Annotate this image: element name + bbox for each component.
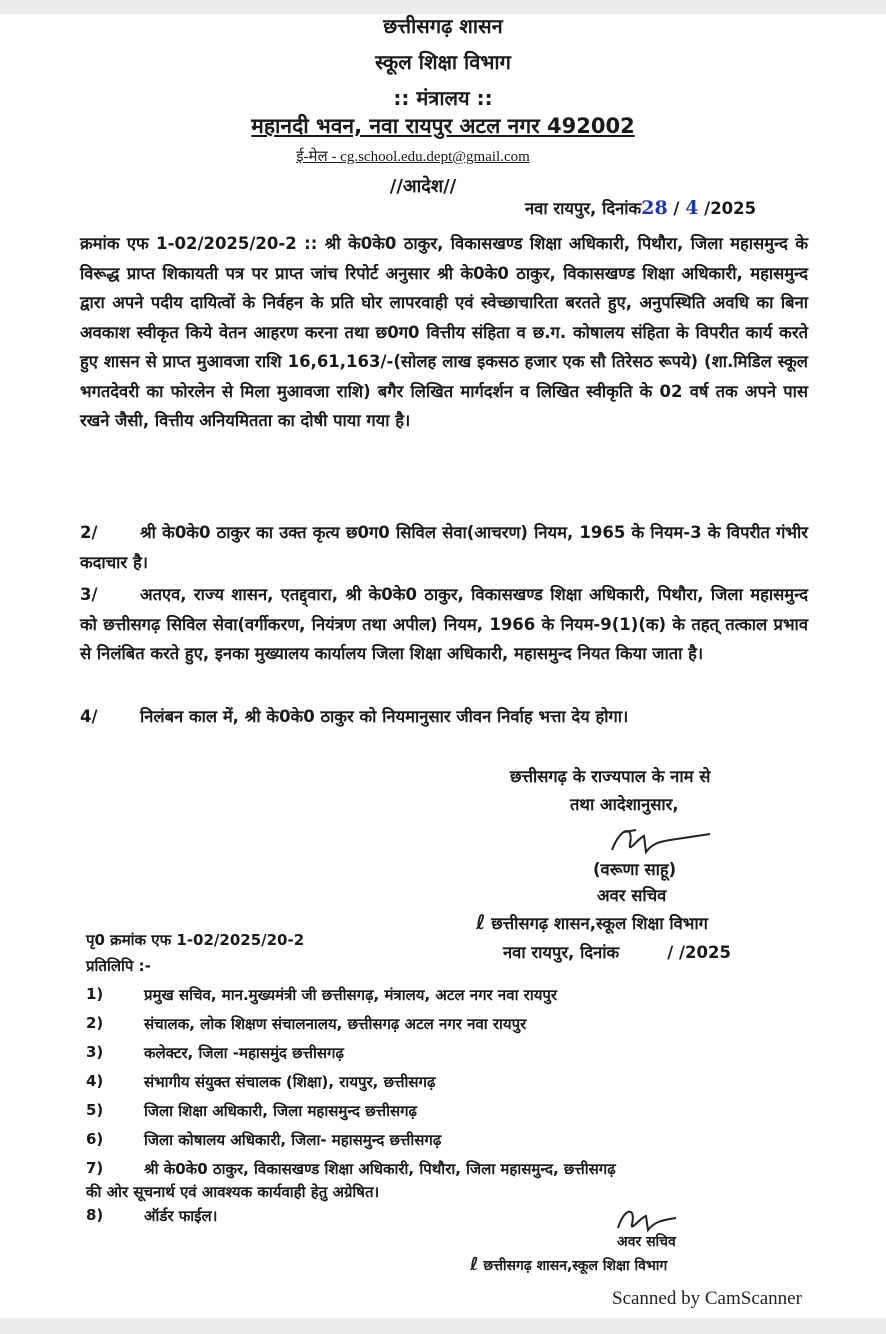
item-text: कलेक्टर, जिला -महासमुंद छत्तीसगढ़ xyxy=(144,1044,344,1062)
item-text: जिला कोषालय अधिकारी, जिला- महासमुन्द छत्तीसगढ़ xyxy=(144,1131,442,1149)
date-line: नवा रायपुर, दिनांक28 / 4 /2025 xyxy=(525,197,757,219)
signatory-office: ℓ छत्तीसगढ़ शासन,स्कूल शिक्षा विभाग xyxy=(476,910,708,934)
signatory-designation: अवर सचिव xyxy=(597,886,667,905)
handwritten-month: 4 xyxy=(685,197,699,219)
item-number: 7) xyxy=(86,1159,104,1177)
copy-item xyxy=(86,1014,806,1043)
handwritten-day: 28 xyxy=(641,197,668,219)
order-title: //आदेश// xyxy=(389,176,457,197)
paragraph-2 xyxy=(80,518,808,577)
copy-item xyxy=(86,1072,806,1101)
date-label: नवा रायपुर, दिनांक xyxy=(525,199,642,218)
para-text: निलंबन काल में, श्री के0के0 ठाकुर को नियमानुसार जीवन निर्वाह भत्ता देय होगा। xyxy=(140,707,629,726)
signatory-name: (वरूणा साहू) xyxy=(593,860,677,879)
item-text: जिला शिक्षा अधिकारी, जिला महासमुन्द छत्तीसगढ़ xyxy=(144,1102,417,1120)
handwritten-mark-icon: ℓ xyxy=(470,1254,479,1275)
item-text: प्रमुख सचिव, मान.मुख्यमंत्री जी छत्तीसगढ़, मंत्रालय, अटल नगर नवा रायपुर xyxy=(144,986,558,1004)
item-text: श्री के0के0 ठाकुर, विकासखण्ड शिक्षा अधिकारी, पिथौरा, जिला महासमुन्द, छत्तीसगढ़ xyxy=(144,1160,616,1178)
paragraph-1: क्रमांक एफ 1-02/2025/20-2 :: श्री के0के0 ठाकुर, विकासखण्ड शिक्षा अधिकारी, पिथौरा, जिला महासमुन्द के विरूद्ध प्राप्त शिकायती पत्र पर प्राप्त जांच रिपोर्ट अनुसार श्री के0के0 ठाकुर, विकासखण्ड शिक्षा अधिकारी, महासमुन्द द्वारा अपने पदीय दायित्वों के निर्वहन के प्रति घोर लापरवाही एवं स्वेच्छाचारिता बरतते हुए, अनुपस्थिति अवधि का बिना अवकाश स्वीकृत किये वेतन आहरण करना तथा छ0ग0 वित्तीय संहिता व छ.ग. कोषालय संहिता के विपरीत कार्य करते हुए शासन से प्राप्त मुआवजा राशि 16,61,163/-(सोलह लाख इकसठ हजार एक सौ तिरेसठ रूपये) (शा.मिडिल स्कूल भगतदेवरी का फोरलेन से मिला मुआवजा राशि) बगैर लिखित मार्गदर्शन व लिखित स्वीकृति के 02 वर्ष तक अपने पास रखने जैसी, वित्तीय अनियमितता का दोषी पाया गया है। xyxy=(80,234,808,430)
copy-item xyxy=(86,985,806,1014)
copy-item-7-continuation: की ओर सूचनार्थ एवं आवश्यक कार्यवाही हेतु अग्रेषित। xyxy=(86,1183,380,1201)
handwritten-mark-icon: ℓ xyxy=(476,910,486,934)
authority-line-2: तथा आदेशानुसार, xyxy=(570,795,679,814)
item-text: संभागीय संयुक्त संचालक (शिक्षा), रायपुर, छत्तीसगढ़ xyxy=(144,1073,436,1091)
department-title: स्कूल शिक्षा विभाग xyxy=(375,50,511,74)
para-number: 4/ xyxy=(80,707,98,726)
copy-label: प्रतिलिपि :- xyxy=(86,957,151,975)
item-number: 5) xyxy=(86,1101,104,1119)
item-number: 4) xyxy=(86,1072,104,1090)
item-number: 3) xyxy=(86,1043,104,1061)
signatory-office-2: ℓ छत्तीसगढ़ शासन,स्कूल शिक्षा विभाग xyxy=(470,1254,668,1275)
copy-place-date: नवा रायपुर, दिनांक / /2025 xyxy=(503,943,731,962)
item-text: संचालक, लोक शिक्षण संचालनालय, छत्तीसगढ़ अटल नगर नवा रायपुर xyxy=(144,1015,527,1033)
copy-item xyxy=(86,1101,806,1130)
item-number: 6) xyxy=(86,1130,104,1148)
para-text: अतएव, राज्य शासन, एतद्द्वारा, श्री के0के0 ठाकुर, विकासखण्ड शिक्षा अधिकारी, पिथौरा, जिला महासमुन्द को छत्तीसगढ़ सिविल सेवा(वर्गीकरण, नियंत्रण तथा अपील) नियम, 1966 के नियम-9(1)(क) के तहत् तत्काल प्रभाव से निलंबित करते हुए, इनका मुख्यालय कार्यालय जिला शिक्षा अधिकारी, महासमुन्द नियत किया जाता है। xyxy=(80,585,808,663)
copy-item xyxy=(86,1130,806,1159)
signatory-designation-2: अवर सचिव xyxy=(617,1234,676,1250)
copy-item xyxy=(86,1043,806,1072)
item-number: 2) xyxy=(86,1014,104,1032)
copy-list xyxy=(86,985,806,1188)
govt-title: छत्तीसगढ़ शासन xyxy=(383,14,503,38)
copy-item-8: 8) ऑर्डर फाईल। xyxy=(86,1206,218,1225)
date-year: /2025 xyxy=(704,199,757,218)
item-number: 1) xyxy=(86,985,104,1003)
paragraph-3 xyxy=(80,580,808,669)
email: ई-मेल - cg.school.edu.dept@gmail.com xyxy=(296,149,530,165)
address: महानदी भवन, नवा रायपुर अटल नगर 492002 xyxy=(251,114,635,138)
copy-reference: पृ0 क्रमांक एफ 1-02/2025/20-2 xyxy=(86,931,305,949)
para-number: 2/ xyxy=(80,523,98,542)
paragraph-4 xyxy=(80,702,808,732)
para-number: 3/ xyxy=(80,585,98,604)
bottom-margin xyxy=(0,1318,886,1334)
authority-line-1: छत्तीसगढ़ के राज्यपाल के नाम से xyxy=(510,767,711,786)
para-text: श्री के0के0 ठाकुर का उक्त कृत्य छ0ग0 सिविल सेवा(आचरण) नियम, 1965 के नियम-3 के विपरीत गंभीर कदाचार है। xyxy=(80,523,808,572)
camscanner-watermark: Scanned by CamScanner xyxy=(612,1288,802,1309)
ministry-title: :: मंत्रालय :: xyxy=(393,86,493,110)
